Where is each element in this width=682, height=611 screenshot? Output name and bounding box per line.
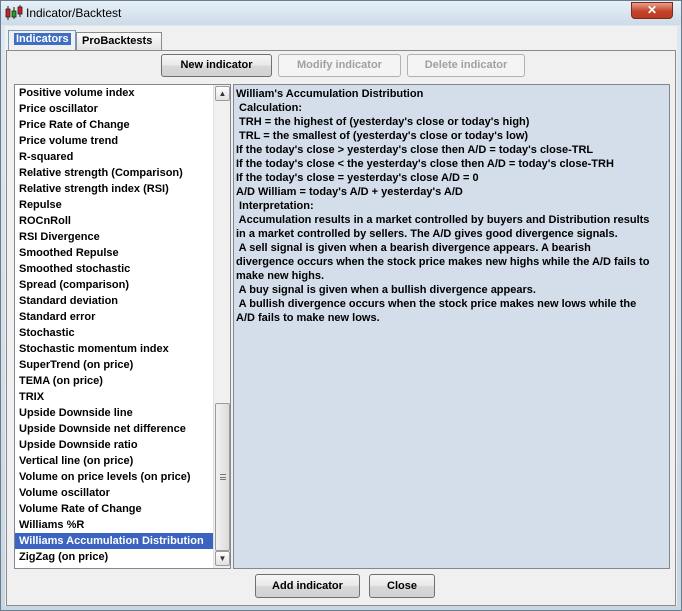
description-line: If the today's close > yesterday's close then A/D = today's close-TRL xyxy=(236,144,594,156)
description-line: Accumulation results in a market controlled by buyers and Distribution results xyxy=(236,214,650,226)
list-item[interactable]: SuperTrend (on price) xyxy=(19,359,134,371)
list-item[interactable]: Williams %R xyxy=(19,519,85,531)
description-line: William's Accumulation Distribution xyxy=(236,88,424,100)
description-line: A sell signal is given when a bearish divergence appears. A bearish xyxy=(236,242,591,254)
scroll-down-button[interactable] xyxy=(215,551,230,566)
new-indicator-button[interactable]: New indicator xyxy=(161,54,272,77)
arrow-up-icon: ▲ xyxy=(218,89,227,98)
list-item[interactable]: RSI Divergence xyxy=(19,231,100,243)
description-line: Interpretation: xyxy=(236,200,314,212)
list-item[interactable]: Upside Downside line xyxy=(19,407,133,419)
grip-icon xyxy=(220,474,226,480)
add-indicator-button[interactable]: Add indicator xyxy=(255,574,360,598)
description-line: A bullish divergence occurs when the stock price makes new lows while the xyxy=(236,298,637,310)
window-close-button[interactable] xyxy=(631,2,673,19)
indicator-description-panel xyxy=(233,84,670,569)
tab-probacktests-label: ProBacktests xyxy=(82,35,153,47)
description-line: A/D William = today's A/D + yesterday's A/D xyxy=(236,186,463,198)
tab-probacktests[interactable] xyxy=(76,32,162,51)
list-item[interactable]: Relative strength (Comparison) xyxy=(19,167,183,179)
list-item[interactable]: Upside Downside ratio xyxy=(19,439,138,451)
candlestick-app-icon xyxy=(5,5,23,21)
list-item[interactable]: Upside Downside net difference xyxy=(19,423,186,435)
list-item[interactable]: Smoothed Repulse xyxy=(19,247,119,259)
modify-indicator-button[interactable]: Modify indicator xyxy=(278,54,401,77)
description-line: divergence occurs when the stock price makes new highs while the A/D fails to xyxy=(236,256,650,268)
list-item[interactable]: Price oscillator xyxy=(19,103,98,115)
description-line: If the today's close = yesterday's close A/D = 0 xyxy=(236,172,479,184)
list-item[interactable]: ZigZag (on price) xyxy=(19,551,109,563)
description-line: A buy signal is given when a bullish divergence appears. xyxy=(236,284,536,296)
list-item[interactable]: Volume on price levels (on price) xyxy=(19,471,191,483)
tab-indicators-label: Indicators xyxy=(16,33,69,45)
window-title: Indicator/Backtest xyxy=(26,6,122,20)
description-line: A/D fails to make new lows. xyxy=(236,312,380,324)
description-line: TRL = the smallest of (yesterday's close or today's low) xyxy=(236,130,529,142)
list-item[interactable]: Williams Accumulation Distribution xyxy=(15,533,213,549)
list-item[interactable]: Volume Rate of Change xyxy=(19,503,142,515)
list-item[interactable]: Standard deviation xyxy=(19,295,119,307)
close-button[interactable]: Close xyxy=(369,574,435,598)
window-client-area xyxy=(5,26,677,606)
scroll-up-button[interactable] xyxy=(215,86,230,101)
tab-indicators[interactable] xyxy=(8,30,76,51)
indicators-tab-panel xyxy=(6,50,676,606)
scroll-thumb[interactable] xyxy=(215,403,230,551)
list-scrollbar[interactable] xyxy=(213,85,230,568)
indicator-listbox[interactable] xyxy=(14,84,231,569)
list-item[interactable]: Vertical line (on price) xyxy=(19,455,134,467)
list-item[interactable]: Price Rate of Change xyxy=(19,119,130,131)
list-item[interactable]: TRIX xyxy=(19,391,45,403)
description-line: in a market controlled by sellers. The A/D gives good divergence signals. xyxy=(236,228,618,240)
list-item[interactable]: Spread (comparison) xyxy=(19,279,130,291)
description-line: If the today's close < the yesterday's close then A/D = today's close-TRH xyxy=(236,158,614,170)
delete-indicator-button[interactable]: Delete indicator xyxy=(407,54,525,77)
list-item[interactable]: Positive volume index xyxy=(19,87,135,99)
list-item[interactable]: Relative strength index (RSI) xyxy=(19,183,169,195)
description-line: make new highs. xyxy=(236,270,325,282)
list-item[interactable]: ROCnRoll xyxy=(19,215,71,227)
description-line: TRH = the highest of (yesterday's close or today's high) xyxy=(236,116,530,128)
list-item[interactable]: Smoothed stochastic xyxy=(19,263,131,275)
list-item[interactable]: Repulse xyxy=(19,199,62,211)
close-icon: ✕ xyxy=(646,3,658,17)
description-line: Calculation: xyxy=(236,102,303,114)
list-item[interactable]: Standard error xyxy=(19,311,96,323)
title-bar[interactable] xyxy=(1,1,681,25)
list-item[interactable]: Volume oscillator xyxy=(19,487,110,499)
indicator-list xyxy=(15,85,213,565)
list-item[interactable]: Stochastic momentum index xyxy=(19,343,169,355)
list-item[interactable]: Stochastic xyxy=(19,327,75,339)
description-text xyxy=(236,87,667,325)
list-item[interactable]: R-squared xyxy=(19,151,74,163)
list-item[interactable]: TEMA (on price) xyxy=(19,375,103,387)
list-item[interactable]: Price volume trend xyxy=(19,135,119,147)
arrow-down-icon: ▼ xyxy=(218,554,227,563)
